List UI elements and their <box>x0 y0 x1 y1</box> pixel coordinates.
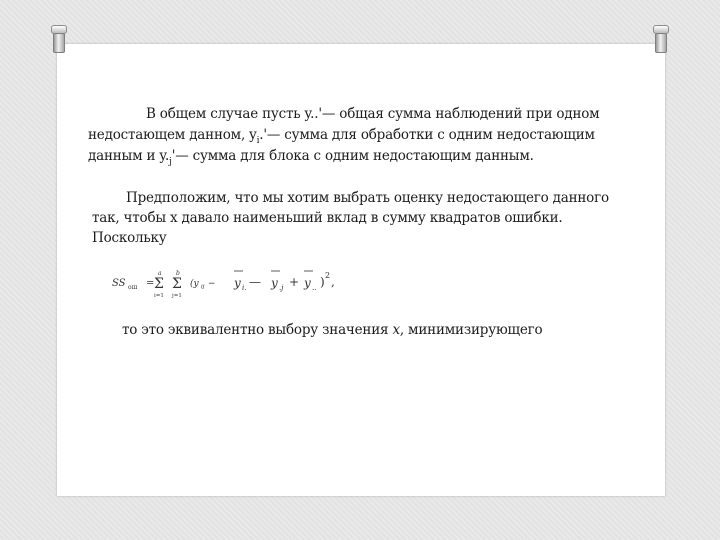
formula-term1-sub: ij <box>201 284 205 290</box>
formula-lhs-sub: ош <box>128 284 138 291</box>
formula-term3: y <box>271 276 278 290</box>
formula-sigma2: Σ <box>172 276 182 292</box>
formula-sum1-top: a <box>158 270 162 277</box>
formula-term3-sub: .j <box>279 284 284 292</box>
formula-sigma1: Σ <box>154 276 164 292</box>
formula-exp: 2 <box>325 271 331 280</box>
formula-eq: = <box>146 278 155 289</box>
paragraph2-line1: Предположим, что мы хотим выбрать оценку недостающего данного <box>126 190 609 206</box>
formula-term4-sub: .. <box>312 284 317 292</box>
paragraph1-line2: недостающем данном, $y_i.'—$ сумма для обработки с одним недостающим <box>88 127 595 146</box>
formula-term4: y <box>304 276 311 290</box>
formula-minus2: — <box>249 275 261 289</box>
formula-lhs: SS <box>112 278 126 289</box>
formula-sum1-bottom: i=1 <box>154 293 164 299</box>
formula-minus1: − <box>208 279 216 289</box>
formula-sum2-top: b <box>176 270 180 277</box>
formula-term2-sub: i. <box>242 284 247 292</box>
paragraph2-line3: Поскольку <box>92 230 167 246</box>
formula-term2: y <box>234 276 241 290</box>
formula-image <box>108 266 344 302</box>
formula-comma: , <box>331 275 335 289</box>
paragraph2-line2: так, чтобы x давало наименьший вклад в сумму квадратов ошибки. <box>92 210 563 226</box>
formula-term1: (y <box>190 279 199 289</box>
pin-icon-right <box>653 25 669 55</box>
formula-plus: + <box>289 275 300 289</box>
formula-sum2-bottom: j=1 <box>172 293 182 299</box>
pin-icon-left <box>51 25 67 55</box>
formula-close: ) <box>320 275 325 289</box>
paragraph3-line1: то это эквивалентно выбору значения x, минимизирующего <box>122 322 543 338</box>
paragraph1-line1: В общем случае пусть y..'— общая сумма наблюдений при одном <box>146 106 600 122</box>
paragraph1-line3: данным и $y._j'—$ сумма для блока с одним недостающим данным. <box>88 148 534 167</box>
